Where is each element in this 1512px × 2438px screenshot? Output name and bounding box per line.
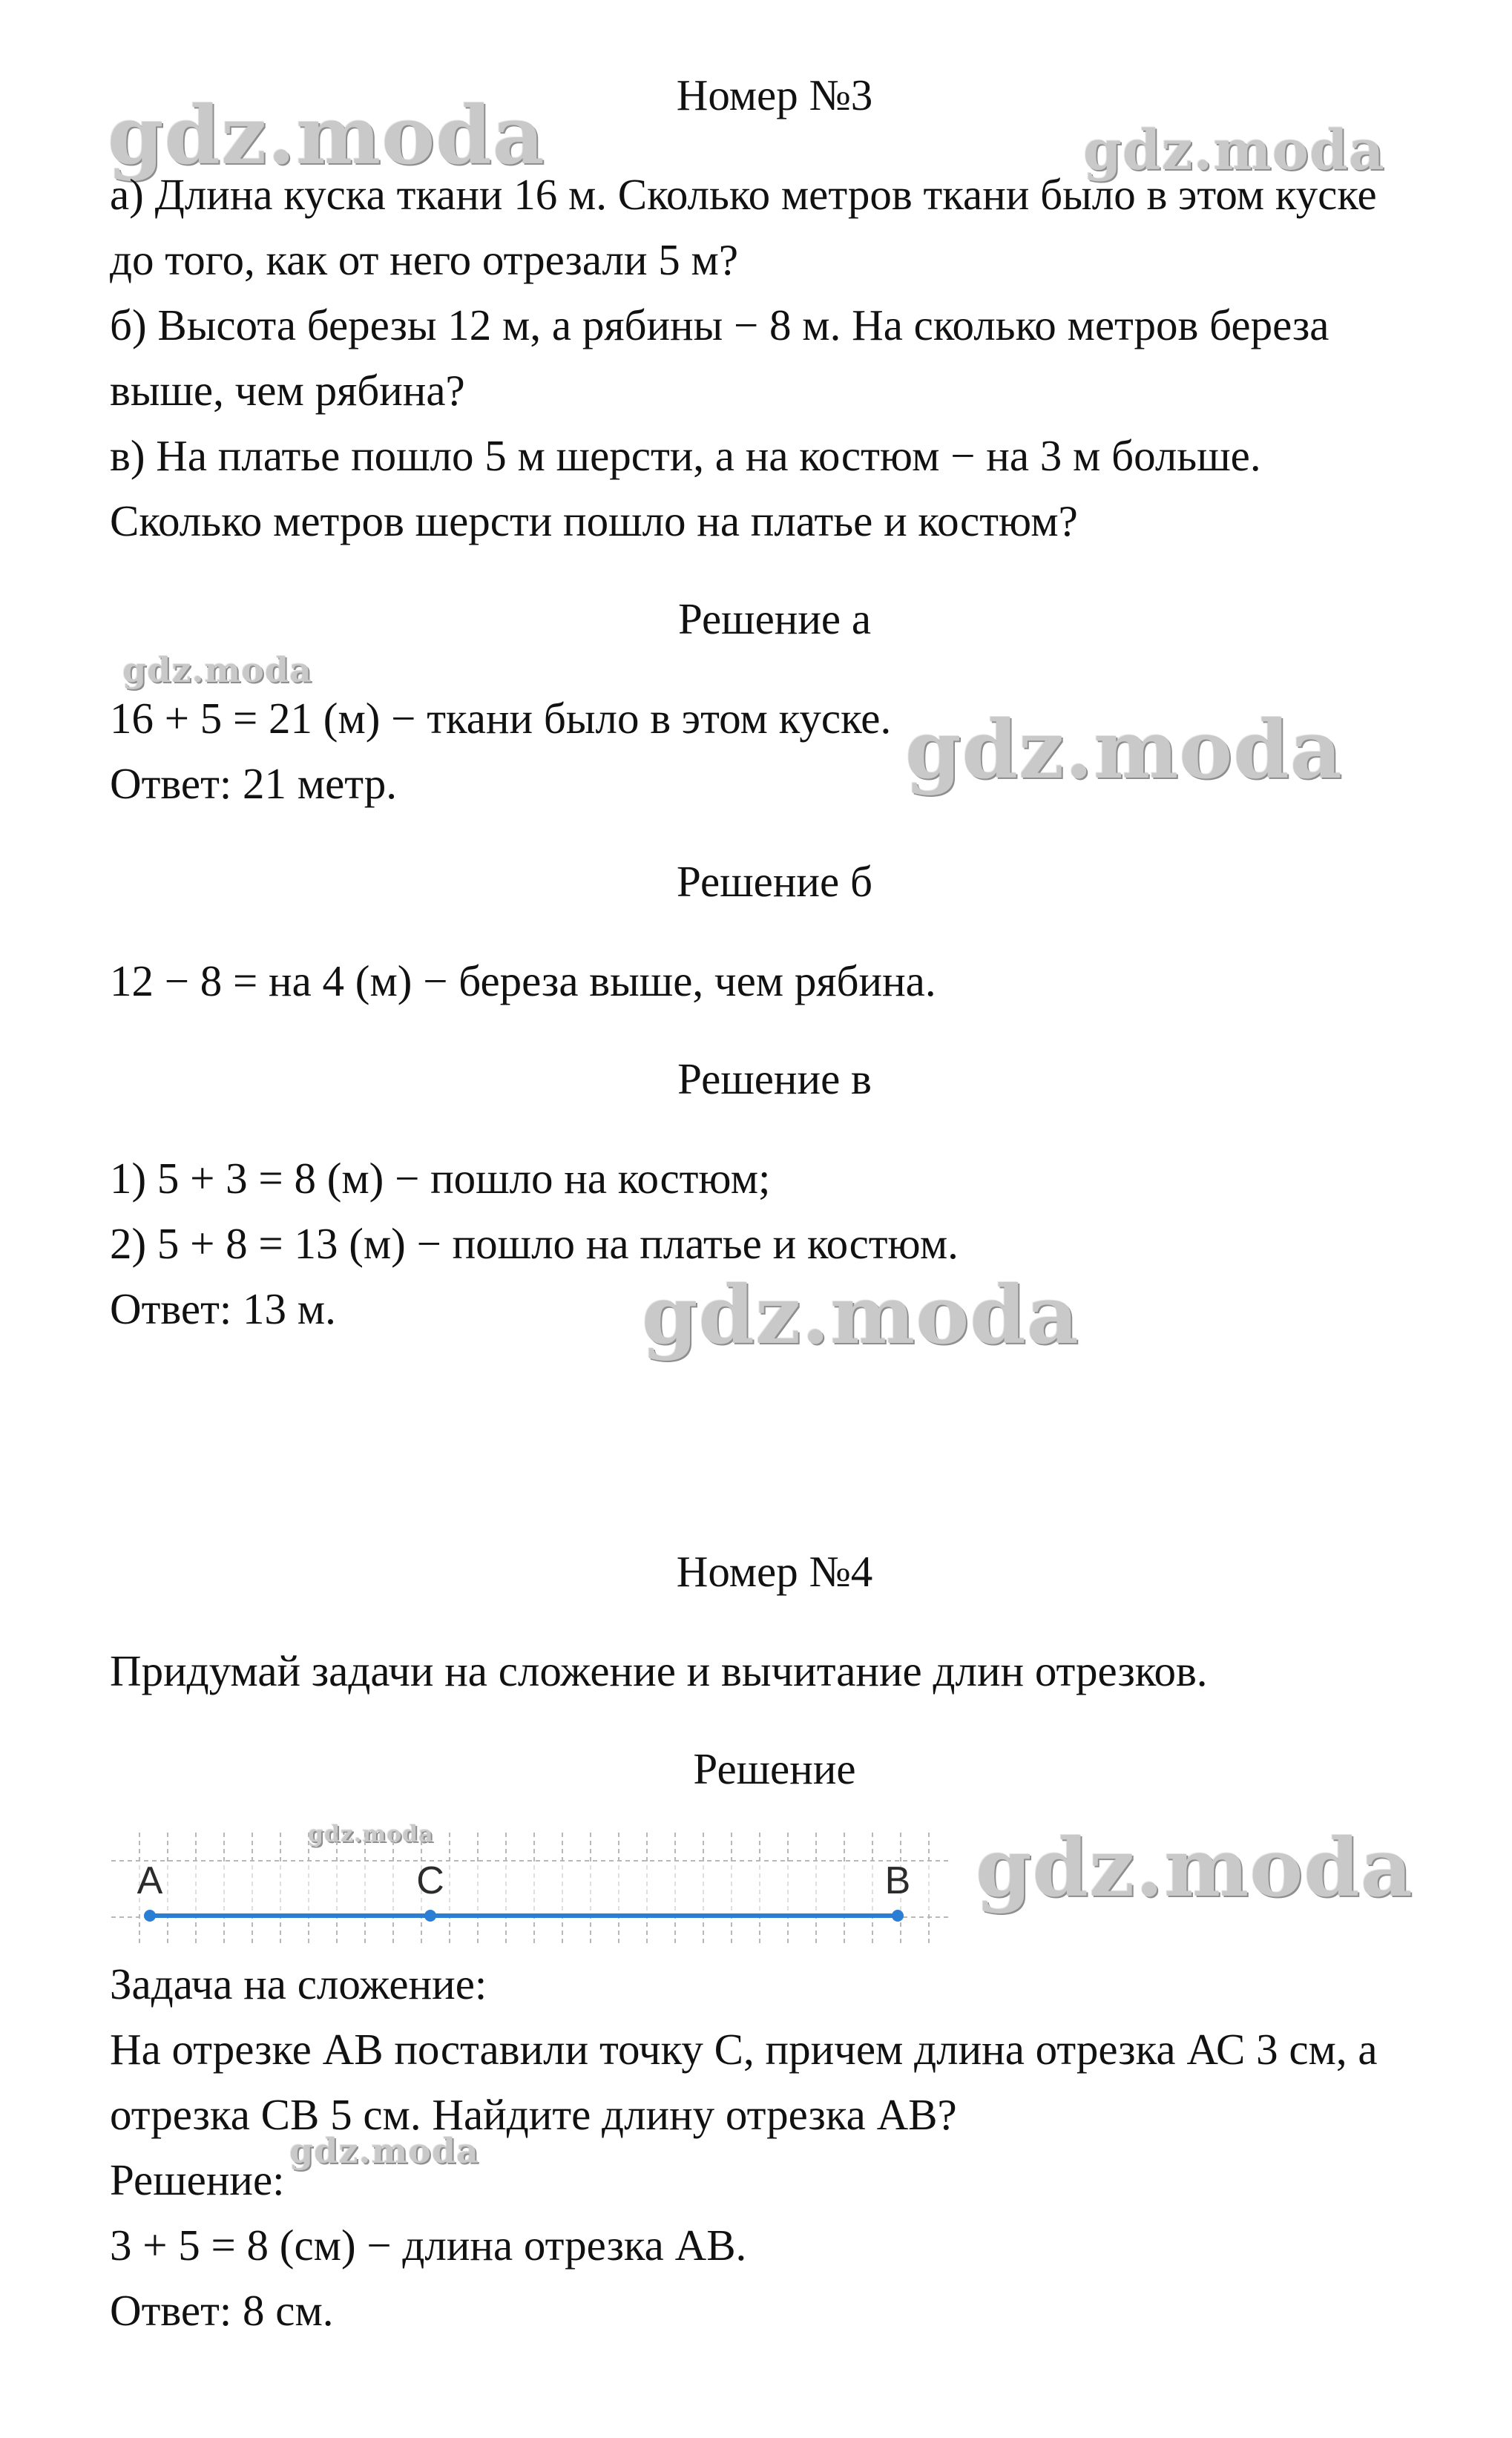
solution-heading: Решение	[693, 1744, 856, 1793]
problem-line: а) Длина куска ткани 16 м. Сколько метров ткани было в этом куске	[110, 170, 1377, 219]
solution-heading-a: Решение а	[677, 594, 872, 643]
point-a-label: A	[137, 1859, 163, 1902]
watermark-logo: gdz.moda	[905, 703, 1343, 797]
problem-line: б) Высота березы 12 м, а рябины − 8 м. На сколько метров береза	[110, 300, 1329, 349]
watermark-logo: gdz.moda	[976, 1821, 1413, 1915]
section-title-4: Номер №4	[676, 1547, 873, 1596]
solution-line: 1) 5 + 3 = 8 (м) − пошло на костюм;	[110, 1154, 771, 1203]
section-title-3: Номер №3	[676, 70, 873, 119]
task-line: На отрезке АВ поставили точку С, причем длина отрезка АС 3 см, а	[110, 2025, 1378, 2074]
solution-line: 12 − 8 = на 4 (м) − береза выше, чем рябина.	[110, 956, 936, 1005]
task-prompt: Придумай задачи на сложение и вычитание длин отрезков.	[110, 1646, 1208, 1695]
answer-line: Ответ: 13 м.	[110, 1284, 336, 1333]
task-line: отрезка СВ 5 см. Найдите длину отрезка АВ?	[110, 2090, 957, 2139]
solution-heading-b: Решение б	[677, 857, 872, 906]
watermark-logo: gdz.moda	[308, 1821, 434, 1847]
watermark-logo: gdz.moda	[122, 650, 312, 690]
problem-line: выше, чем рябина?	[110, 366, 465, 415]
task-heading: Задача на сложение:	[110, 1959, 487, 2008]
problem-line: до того, как от него отрезали 5 м?	[110, 235, 739, 284]
point-c-label: C	[416, 1859, 444, 1902]
solution-label: Решение:	[110, 2155, 285, 2204]
watermark-logo: gdz.moda	[1083, 119, 1385, 183]
problem-line: в) На платье пошло 5 м шерсти, а на костюм − на 3 м больше.	[110, 431, 1261, 480]
solution-heading-c: Решение в	[677, 1054, 872, 1103]
point-b-label: B	[884, 1859, 911, 1902]
point-b-dot	[892, 1910, 904, 1922]
solution-line: 3 + 5 = 8 (см) − длина отрезка АВ.	[110, 2221, 747, 2270]
watermark-logo: gdz.moda	[108, 89, 545, 183]
segment-diagram	[111, 1833, 950, 1944]
point-c-dot	[424, 1910, 436, 1922]
solution-line: 16 + 5 = 21 (м) − ткани было в этом куске.	[110, 694, 892, 743]
point-a-dot	[144, 1910, 156, 1922]
answer-line: Ответ: 8 см.	[110, 2286, 334, 2335]
watermark-logo: gdz.moda	[642, 1269, 1079, 1362]
solution-line: 2) 5 + 8 = 13 (м) − пошло на платье и костюм.	[110, 1219, 959, 1268]
watermark-logo: gdz.moda	[289, 2131, 479, 2171]
problem-line: Сколько метров шерсти пошло на платье и костюм?	[110, 496, 1078, 545]
answer-line: Ответ: 21 метр.	[110, 759, 398, 808]
